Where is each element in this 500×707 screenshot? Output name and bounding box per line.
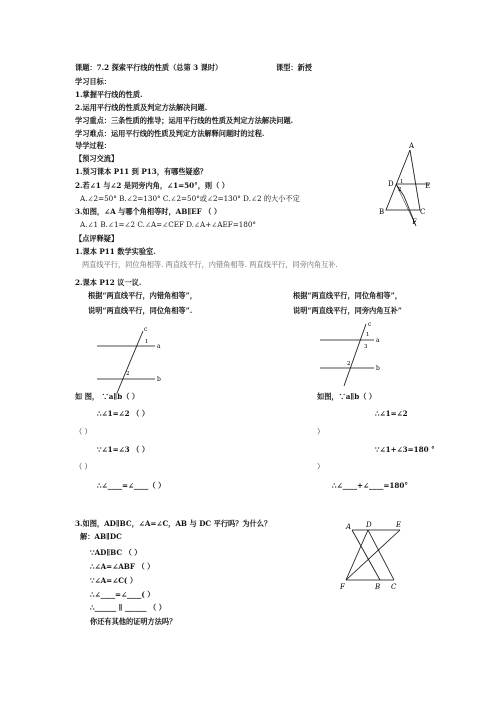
left-proof-line-1: 如 图， ∵a∥b（ ）: [75, 392, 140, 401]
q3-figure: [340, 520, 430, 600]
left-proof-line-2: ∴∠1=∠2 （ ）: [97, 409, 150, 418]
right-proof-line-2: ∴∠1=∠2: [375, 409, 408, 418]
q3-fig-F: F: [340, 583, 345, 591]
preview-q3-options: A.∠1 B.∠1=∠2 C.∠A=∠CEF D.∠A+∠AEF=180°: [80, 220, 257, 229]
q3-answer: 解：AB∥DC: [80, 532, 122, 541]
left-fig-2: 2: [126, 371, 130, 377]
preview-heading: 【预习交流】: [75, 154, 119, 163]
q3-other-method: 你还有其他的证明方法吗？: [90, 617, 177, 626]
right-proof-line-1: 如图，∵a∥b（ ）: [317, 392, 377, 401]
q3-fig-D: D: [366, 521, 372, 529]
q3-fig-A: A: [346, 523, 352, 531]
triangle-figure: [360, 140, 440, 230]
discuss-heading: 【点评释疑】: [75, 234, 119, 243]
right-fig-c: c: [368, 321, 372, 328]
left-hint-2: 说明“两直线平行，同位角相等”.: [88, 306, 193, 315]
left-proof-line-6: ∴∠____=∠____（ ）: [97, 481, 166, 490]
q3-fig-C: C: [391, 583, 397, 591]
lesson-title: 课题：7.2 探索平行线的性质（总第 3 课时）: [75, 63, 223, 72]
difficulty: 学习难点：运用平行线的性质及判定方法解释问题时的过程.: [75, 129, 265, 138]
q3-line-5: ∴______ ∥ ______ （ ）: [90, 603, 166, 612]
discuss-q1: 1.课本 P11 数学实验室.: [75, 247, 156, 256]
key-point: 学习重点：三条性质的推导；运用平行线的性质及判定方法解决问题.: [75, 116, 294, 125]
left-fig-1: 1: [145, 339, 149, 345]
preview-q2-options: A.∠2=50° B.∠2=130° C.∠2=50°或∠2=130° D.∠2 的大小不定: [80, 194, 300, 203]
q3-fig-B: B: [375, 583, 381, 591]
q3-stem: 3.如图，AD∥BC，∠A=∠C，AB 与 DC 平行吗？为什么？: [75, 519, 272, 528]
preview-q2: 2.若∠1 与∠2 是同旁内角，∠1=50°，则（ ）: [75, 181, 229, 190]
tri-label-A: A: [409, 142, 415, 150]
tri-label-C: C: [420, 208, 426, 216]
right-proof-line-4: ∵∠1+∠3=180 °: [375, 445, 435, 454]
right-fig-2: 2: [347, 361, 351, 367]
left-fig-a: a: [157, 343, 161, 350]
q3-fig-E: E: [396, 521, 402, 529]
preview-q1: 1.预习课本 P11 到 P13，有哪些疑惑？: [75, 167, 208, 176]
tri-label-B: B: [379, 208, 385, 216]
tri-label-1: 1: [400, 179, 404, 185]
right-hint-1: 根据“两直线平行，同位角相等”，: [293, 291, 402, 300]
preview-q3: 3.如图，∠A 与哪个角相等时，AB∥EF （ ）: [75, 207, 222, 216]
left-hint-1: 根据“两直线平行，内错角相等”，: [88, 291, 197, 300]
left-proof-line-4: ∵∠1=∠3 （ ）: [97, 445, 150, 454]
left-proof-line-5: （ ）: [75, 462, 92, 471]
right-fig-3: 3: [364, 344, 368, 350]
goals-heading: 学习目标：: [75, 77, 111, 86]
right-proof-line-3: ）: [317, 427, 325, 436]
left-fig-c: c: [144, 326, 148, 333]
right-fig-a: a: [376, 337, 380, 344]
left-proof-line-3: （ ）: [75, 427, 92, 436]
tri-label-E: E: [425, 182, 431, 190]
discuss-q2: 2.课本 P12 议一议.: [75, 278, 142, 287]
left-parallel-figure: [95, 325, 175, 395]
right-fig-1: 1: [366, 332, 370, 338]
right-fig-b: b: [376, 365, 380, 372]
right-proof-line-5: ）: [317, 462, 325, 471]
goal-1: 1.掌握平行线的性质.: [75, 90, 143, 99]
discuss-answers: 两直线平行，同位角相等. 两直线平行，内错角相等. 两直线平行，同旁内角互补.: [82, 260, 338, 269]
goal-2: 2.运用平行线的性质及判定方法解决问题.: [75, 103, 208, 112]
tri-label-2: 2: [398, 187, 402, 193]
right-parallel-figure: [318, 318, 398, 388]
tri-label-D: D: [388, 180, 394, 188]
q3-line-2: ∴∠A=∠ABF （ ）: [90, 562, 155, 571]
q3-line-1: ∵AD∥BC （ ）: [90, 548, 142, 557]
lesson-type: 课型：新授: [276, 63, 312, 72]
q3-line-3: ∵∠A=∠C( ）: [90, 576, 138, 585]
tri-label-F: F: [412, 218, 417, 226]
q3-line-4: ∴∠____=∠____( ）: [90, 590, 155, 599]
right-proof-line-6: ∴∠____+∠____=180°: [332, 481, 409, 490]
left-fig-b: b: [157, 376, 161, 383]
right-hint-2: 说明“两直线平行，同旁内角互补”: [293, 306, 402, 315]
guide-heading: 导学过程：: [75, 141, 111, 150]
